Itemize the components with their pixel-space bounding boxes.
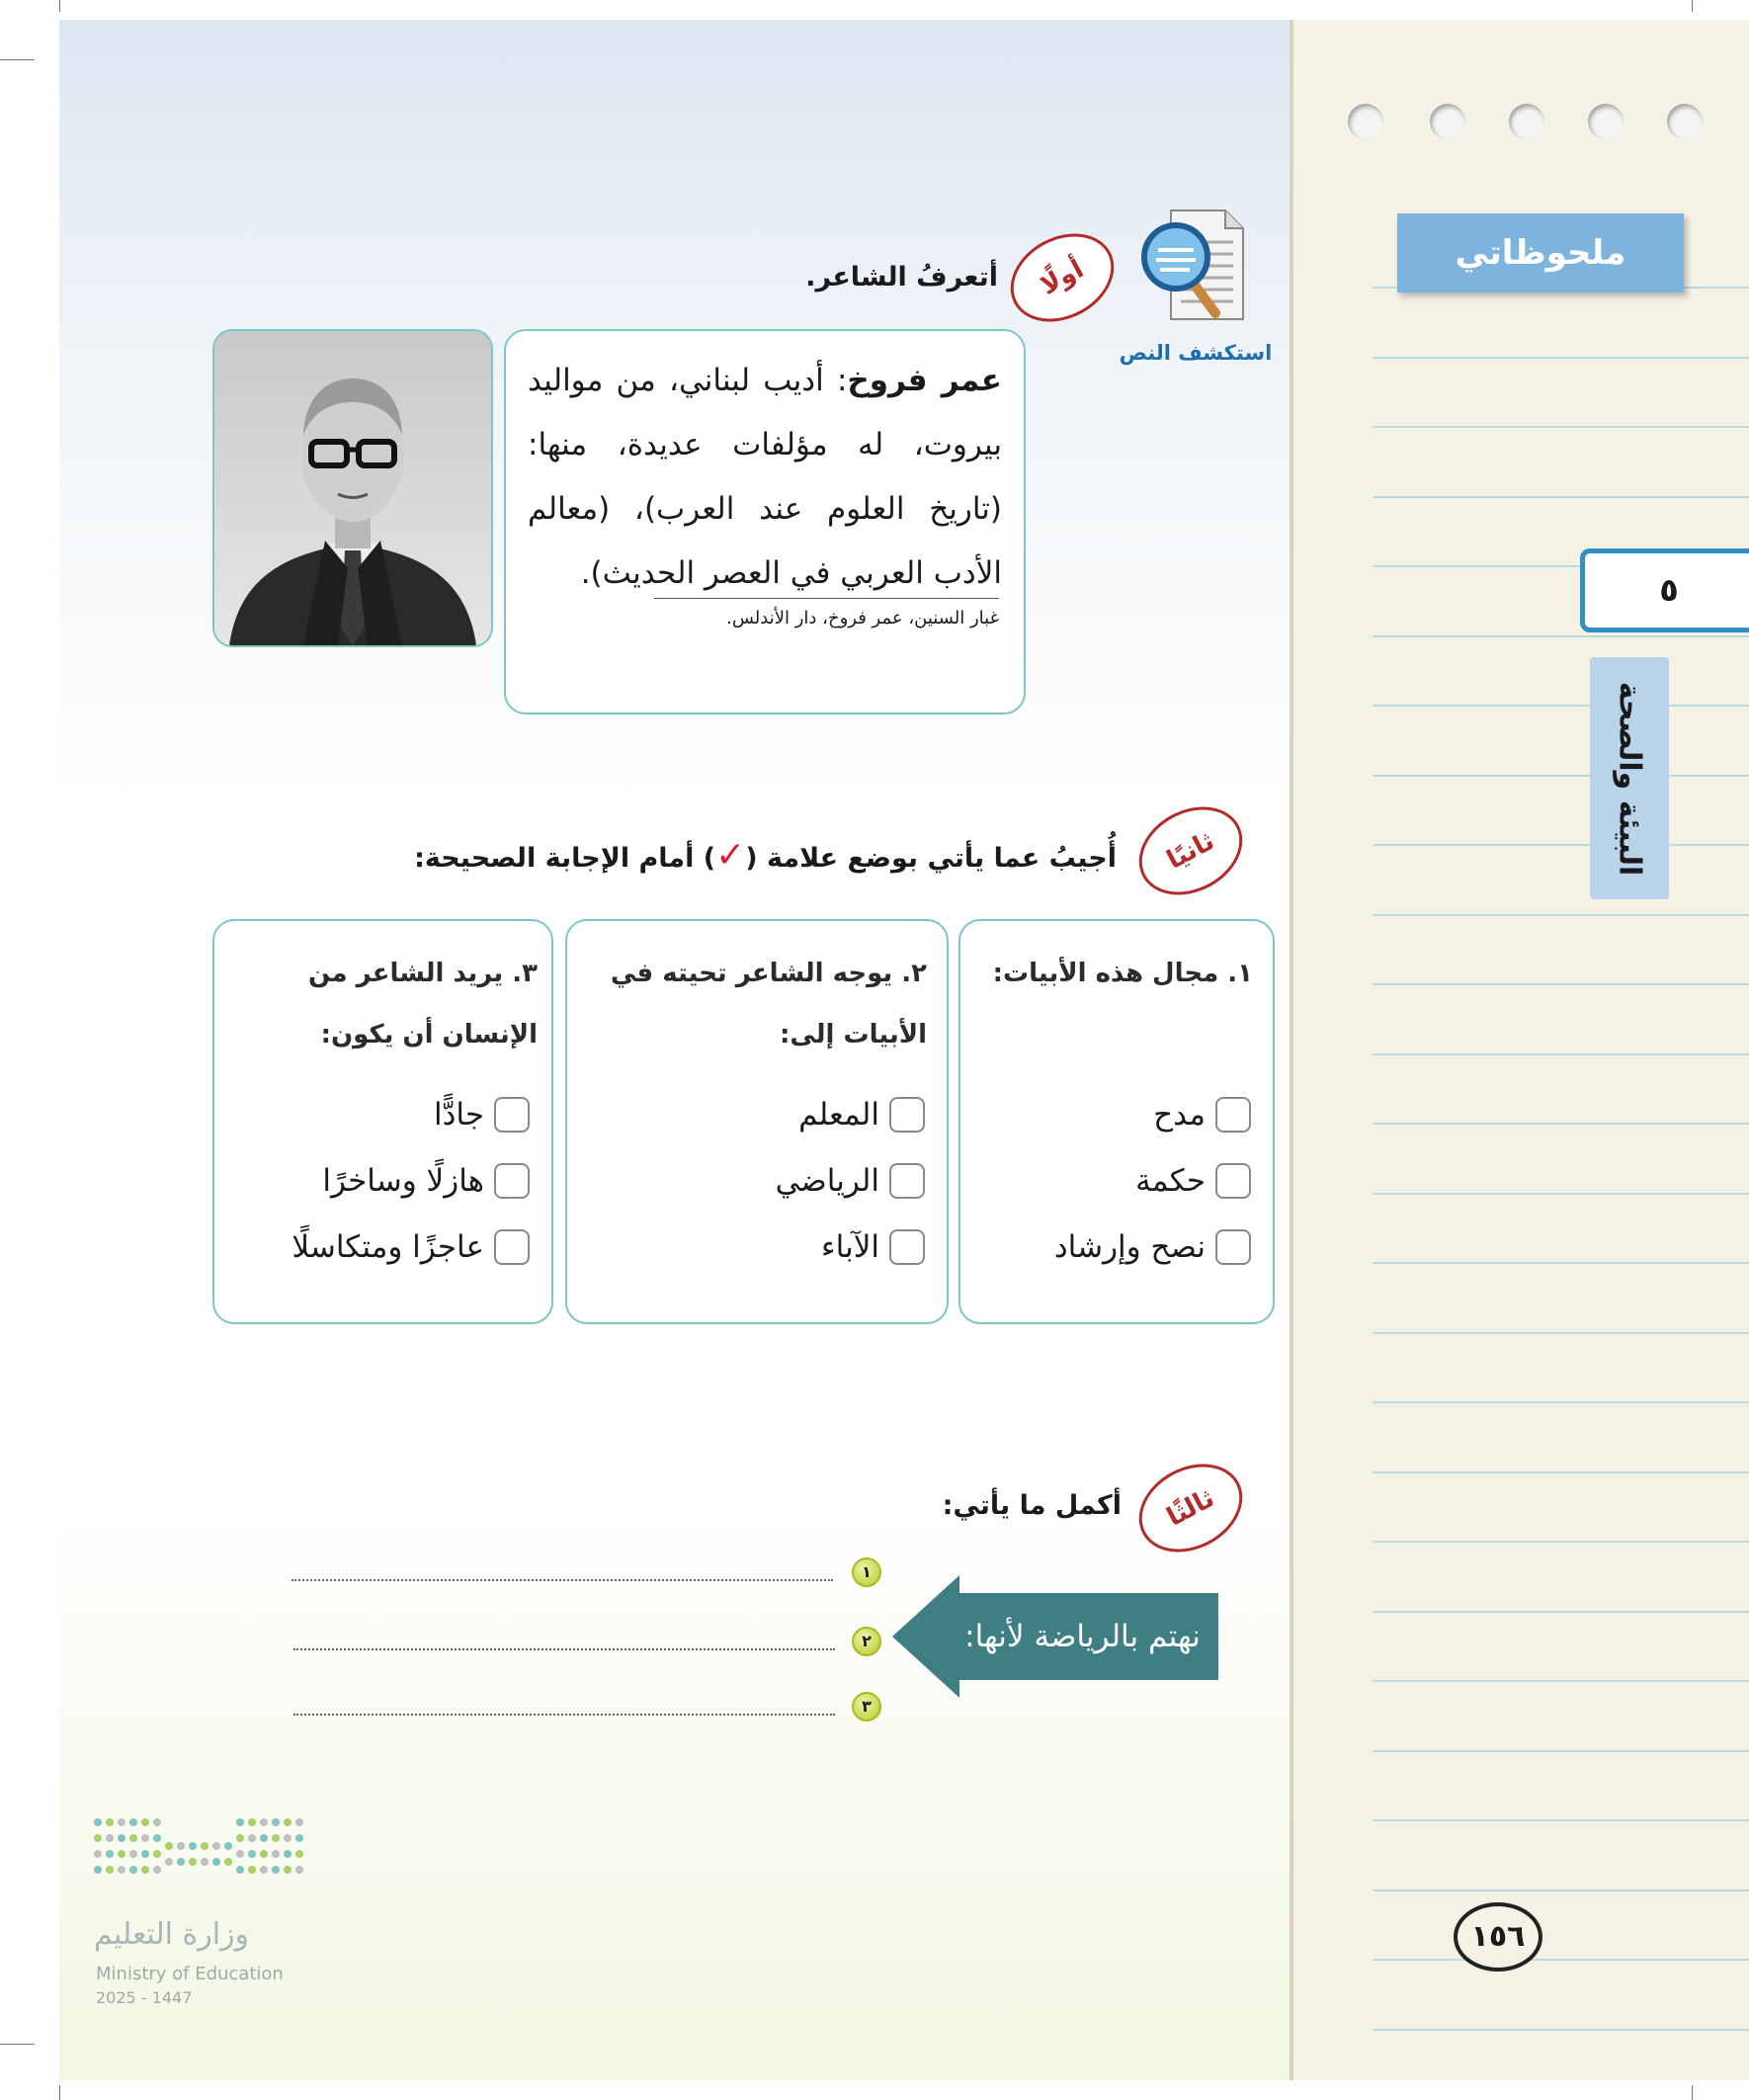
crop-mark — [1692, 2085, 1693, 2100]
note-line — [1373, 1541, 1749, 1543]
note-line — [1373, 844, 1749, 846]
prompt-arrow: نهتم بالرياضة لأنها: — [947, 1593, 1218, 1680]
option[interactable] — [821, 1229, 925, 1265]
checkbox[interactable] — [889, 1097, 925, 1133]
option-label: هازلًا وساخرًا — [322, 1163, 484, 1199]
note-line — [1373, 1332, 1749, 1334]
emblem-dot — [129, 1850, 137, 1858]
emblem-dot — [212, 1858, 220, 1866]
poet-photo — [212, 329, 493, 647]
note-line — [1373, 1053, 1749, 1055]
note-line — [1373, 496, 1749, 498]
note-line — [1373, 1471, 1749, 1473]
notes-column — [1290, 20, 1749, 2080]
answer-line[interactable] — [293, 1648, 835, 1650]
section-two-title — [414, 835, 1117, 876]
question-title: ٢. يوجه الشاعر تحيته في الأبيات إلى: — [610, 959, 927, 1050]
option-label: مدح — [1153, 1097, 1206, 1133]
option[interactable] — [434, 1097, 530, 1133]
note-line — [1373, 1193, 1749, 1195]
emblem-dot — [224, 1842, 232, 1850]
emblem-dot — [212, 1842, 220, 1850]
emblem-dot — [129, 1834, 137, 1842]
emblem-dot — [141, 1850, 149, 1858]
emblem-dot — [106, 1850, 114, 1858]
check-mark-icon: ✓ — [715, 835, 746, 876]
emblem-dot — [177, 1858, 185, 1866]
title-part: ) أمام الإجابة الصحيحة: — [414, 843, 716, 874]
note-line — [1373, 705, 1749, 707]
note-line — [1373, 357, 1749, 359]
emblem-dot — [284, 1818, 292, 1826]
emblem-dot — [106, 1866, 114, 1874]
emblem-dot — [272, 1850, 280, 1858]
question-box-3 — [212, 919, 553, 1324]
checkbox[interactable] — [494, 1097, 530, 1133]
page-number: ١٥٦ — [1454, 1902, 1542, 1972]
emblem-dot — [295, 1850, 303, 1858]
unit-number: ٥ — [1580, 548, 1749, 632]
emblem-dot — [236, 1866, 244, 1874]
emblem-dot — [153, 1866, 161, 1874]
item-number: ١ — [852, 1557, 881, 1587]
option-label: جادًّا — [433, 1097, 484, 1133]
checkbox[interactable] — [1215, 1163, 1251, 1199]
option-label: المعلم — [798, 1097, 879, 1133]
emblem-dot — [94, 1834, 102, 1842]
section-three-title: أكمل ما يأتي: — [942, 1490, 1122, 1521]
emblem-dot — [236, 1850, 244, 1858]
emblem-dot — [165, 1842, 173, 1850]
emblem-dot — [201, 1842, 208, 1850]
emblem-dot — [106, 1818, 114, 1826]
note-line — [1373, 1680, 1749, 1682]
emblem-dot — [272, 1834, 280, 1842]
option[interactable] — [776, 1163, 925, 1199]
emblem-dot — [129, 1818, 137, 1826]
badge-first: أولًا — [995, 216, 1129, 339]
note-line — [1373, 1611, 1749, 1613]
binder-hole — [1348, 104, 1383, 139]
note-line — [1373, 1819, 1749, 1821]
note-line — [1373, 635, 1749, 637]
emblem-dot — [248, 1818, 256, 1826]
binder-hole — [1430, 104, 1465, 139]
emblem-dot — [94, 1866, 102, 1874]
question-box-1 — [958, 919, 1275, 1324]
emblem-dot — [153, 1850, 161, 1858]
note-line — [1373, 426, 1749, 428]
crop-mark — [59, 2085, 60, 2100]
section-one-title: أتعرفُ الشاعر. — [805, 262, 998, 293]
emblem-dot — [284, 1866, 292, 1874]
checkbox[interactable] — [1215, 1097, 1251, 1133]
option[interactable] — [1135, 1163, 1251, 1199]
emblem-dot — [248, 1834, 256, 1842]
emblem-dot — [284, 1850, 292, 1858]
crop-mark — [0, 2044, 35, 2045]
note-line — [1373, 1123, 1749, 1125]
emblem-dot — [201, 1858, 208, 1866]
question-title: ١. مجال هذه الأبيات: — [992, 959, 1253, 988]
emblem-dot — [248, 1866, 256, 1874]
unit-tab — [1590, 657, 1669, 899]
emblem-dot — [260, 1866, 268, 1874]
explore-icon — [1136, 203, 1250, 331]
crop-mark — [0, 59, 35, 60]
emblem-dot — [153, 1818, 161, 1826]
checkbox[interactable] — [889, 1163, 925, 1199]
option[interactable] — [1054, 1229, 1251, 1265]
option-label: عاجزًا ومتكاسلًا — [292, 1229, 484, 1265]
binder-hole — [1588, 104, 1624, 139]
note-line — [1373, 983, 1749, 985]
emblem-dot — [295, 1818, 303, 1826]
note-line — [1373, 1262, 1749, 1264]
answer-line[interactable] — [293, 1714, 835, 1716]
emblem-dot — [118, 1818, 125, 1826]
explore-label: استكشف النص — [1119, 341, 1273, 365]
item-number: ٢ — [852, 1627, 881, 1656]
emblem-dot — [189, 1858, 197, 1866]
note-line — [1373, 1401, 1749, 1403]
emblem-dot — [272, 1818, 280, 1826]
note-line — [1373, 775, 1749, 777]
ministry-logo — [94, 1818, 321, 2016]
ministry-arabic: وزارة التعليم — [94, 1917, 250, 1952]
option[interactable] — [1153, 1097, 1251, 1133]
checkbox[interactable] — [1215, 1229, 1251, 1265]
item-number: ٣ — [852, 1692, 881, 1722]
note-line — [1373, 1959, 1749, 1961]
emblem-dot — [118, 1834, 125, 1842]
emblem-dot — [248, 1850, 256, 1858]
option-label: حكمة — [1135, 1163, 1206, 1199]
ministry-year: 2025 - 1447 — [96, 1988, 193, 2007]
emblem-dot — [94, 1850, 102, 1858]
notes-title: ملحوظاتي — [1397, 213, 1684, 293]
option-label: نصح وإرشاد — [1053, 1229, 1206, 1265]
badge-third: ثالثًا — [1124, 1447, 1258, 1569]
emblem-dot — [129, 1866, 137, 1874]
bio-box — [504, 329, 1026, 714]
note-line — [1373, 1890, 1749, 1891]
emblem-dot — [165, 1858, 173, 1866]
emblem-dot — [118, 1850, 125, 1858]
option-label: الآباء — [821, 1229, 879, 1265]
note-line — [1373, 2029, 1749, 2031]
emblem-dot — [177, 1842, 185, 1850]
emblem-dot — [295, 1834, 303, 1842]
note-line — [1373, 1750, 1749, 1752]
checkbox[interactable] — [494, 1163, 530, 1199]
ministry-emblem — [94, 1818, 311, 1897]
emblem-dot — [189, 1842, 197, 1850]
emblem-dot — [106, 1834, 114, 1842]
badge-second: ثانيًا — [1124, 790, 1258, 912]
binder-hole — [1509, 104, 1544, 139]
unit-name: البيئة والصحة — [1612, 681, 1647, 876]
crop-mark — [1692, 0, 1693, 12]
emblem-dot — [94, 1818, 102, 1826]
emblem-dot — [224, 1858, 232, 1866]
emblem-dot — [153, 1834, 161, 1842]
checkbox[interactable] — [494, 1229, 530, 1265]
note-line — [1373, 914, 1749, 916]
divider — [654, 598, 999, 599]
option[interactable] — [322, 1163, 530, 1199]
emblem-dot — [141, 1866, 149, 1874]
bio-body: : أديب لبناني، من مواليد بيروت، له مؤلفات عديدة، منها: (تاريخ العلوم عند العرب)، (معالم الأدب العربي في العصر الحديث). — [528, 363, 1002, 591]
question-box-2 — [565, 919, 949, 1324]
question-title: ٣. يريد الشاعر من الإنسان أن يكون: — [308, 959, 538, 1050]
emblem-dot — [236, 1818, 244, 1826]
emblem-dot — [260, 1850, 268, 1858]
binder-hole — [1667, 104, 1703, 139]
emblem-dot — [295, 1866, 303, 1874]
answer-line[interactable] — [292, 1579, 833, 1581]
bio-text — [528, 349, 1002, 606]
emblem-dot — [141, 1834, 149, 1842]
title-part: أُجيبُ عما يأتي بوضع علامة ( — [745, 843, 1117, 874]
crop-mark — [59, 0, 60, 12]
poet-name: عمر فروخ — [847, 363, 1002, 398]
emblem-dot — [260, 1834, 268, 1842]
emblem-dot — [141, 1818, 149, 1826]
option[interactable] — [798, 1097, 925, 1133]
emblem-dot — [284, 1834, 292, 1842]
ministry-english: Ministry of Education — [96, 1964, 284, 1984]
checkbox[interactable] — [889, 1229, 925, 1265]
option-label: الرياضي — [775, 1163, 879, 1199]
bio-source: غبار السنين، عمر فروخ، دار الأندلس. — [726, 608, 999, 629]
emblem-dot — [236, 1834, 244, 1842]
emblem-dot — [118, 1866, 125, 1874]
emblem-dot — [260, 1818, 268, 1826]
option[interactable] — [292, 1229, 530, 1265]
emblem-dot — [272, 1866, 280, 1874]
